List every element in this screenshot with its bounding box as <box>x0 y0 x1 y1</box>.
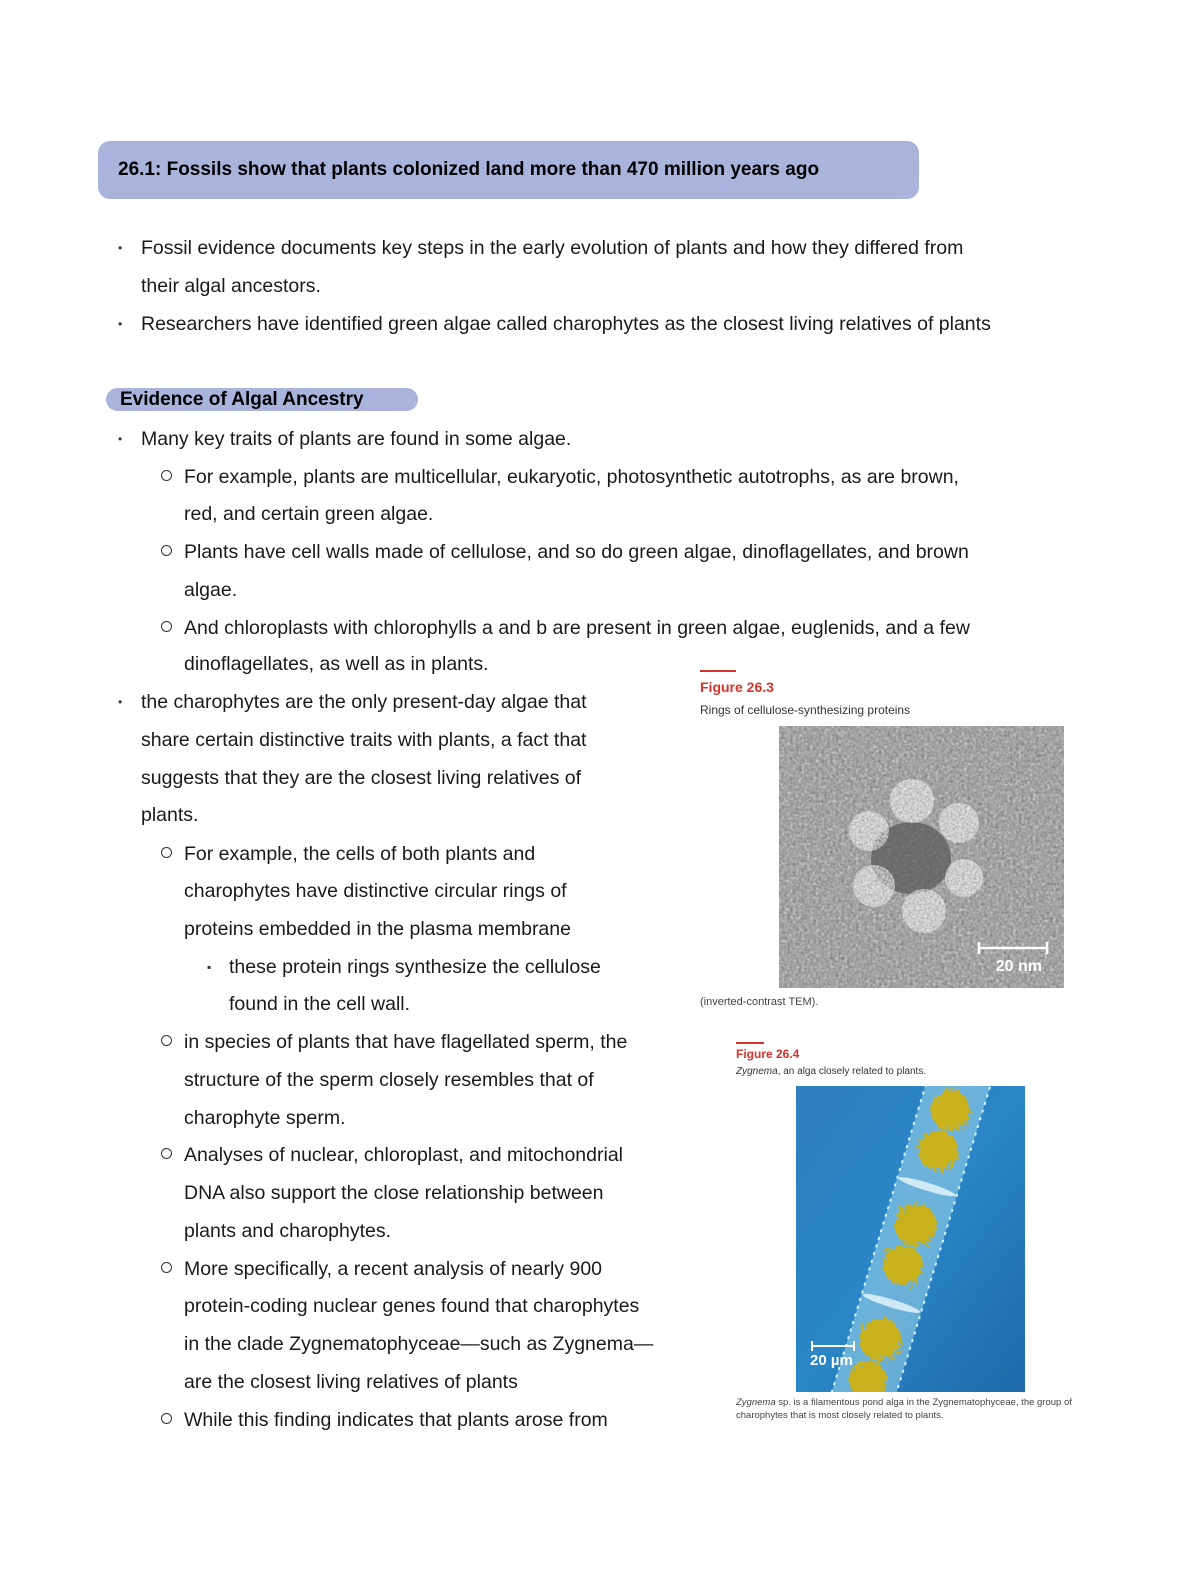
circle-bullet-icon <box>161 545 172 556</box>
list-item: More specifically, a recent analysis of nearly 900 <box>184 1258 603 1280</box>
list-item: these protein rings synthesize the cellulose <box>229 956 601 978</box>
circle-bullet-icon <box>161 1035 172 1046</box>
list-item: algae. <box>184 579 238 601</box>
list-item: DNA also support the close relationship between <box>184 1182 604 1204</box>
circle-bullet-icon <box>161 621 172 632</box>
caption-rest: , an alga closely related to plants. <box>777 1066 927 1077</box>
circle-bullet-icon <box>161 1262 172 1273</box>
sub-header-title: Evidence of Algal Ancestry <box>120 389 364 410</box>
list-item: in species of plants that have flagellated sperm, the <box>184 1031 628 1053</box>
list-item: share certain distinctive traits with plants, a fact that <box>141 729 587 751</box>
list-item: structure of the sperm closely resembles that of <box>184 1069 594 1091</box>
list-item: red, and certain green algae. <box>184 503 434 525</box>
tem-texture <box>779 726 1064 988</box>
figure-26-3-caption: Rings of cellulose-synthesizing proteins <box>700 703 911 717</box>
list-item: For example, plants are multicellular, eukaryotic, photosynthetic autotrophs, as are brown, <box>184 466 959 488</box>
section-header <box>98 141 919 199</box>
list-item: plants and charophytes. <box>184 1220 392 1242</box>
circle-bullet-icon <box>161 847 172 858</box>
intro-line: their algal ancestors. <box>141 275 321 297</box>
zygnema-micrograph <box>796 1086 1025 1392</box>
list-item: dinoflagellates, as well as in plants. <box>184 653 489 675</box>
list-item: Plants have cell walls made of cellulose, and so do green algae, dinoflagellates, and brown <box>184 541 969 563</box>
figure-26-4-note-line2: charophytes that is most closely related to plants. <box>736 1410 944 1421</box>
list-item: plants. <box>141 804 199 826</box>
bullet-icon: • <box>118 695 123 709</box>
intro-line: Researchers have identified green algae called charophytes as the closest living relatives of plants <box>141 313 991 335</box>
section-title: 26.1: Fossils show that plants colonized land more than 470 million years ago <box>118 159 820 180</box>
circle-bullet-icon <box>161 470 172 481</box>
list-item: protein-coding nuclear genes found that charophytes <box>184 1295 640 1317</box>
figure-rule <box>736 1042 764 1044</box>
intro-line: Fossil evidence documents key steps in the early evolution of plants and how they differed from <box>141 237 964 259</box>
list-item: Analyses of nuclear, chloroplast, and mitochondrial <box>184 1144 623 1166</box>
square-bullet-icon: ▪ <box>207 960 212 974</box>
tem-micrograph <box>779 726 1064 988</box>
list-item: proteins embedded in the plasma membrane <box>184 918 571 940</box>
scale-bar-label: 20 nm <box>995 958 1042 975</box>
figure-26-4-caption <box>736 1066 926 1077</box>
figure-26-4-label: Figure 26.4 <box>736 1047 800 1061</box>
sub-header <box>106 388 418 411</box>
list-item: charophytes have distinctive circular rings of <box>184 880 567 902</box>
list-item: the charophytes are the only present-day algae that <box>141 691 587 713</box>
figure-26-3-label: Figure 26.3 <box>700 679 774 695</box>
list-item: in the clade Zygnematophyceae—such as Zygnema— <box>184 1333 654 1355</box>
figure-26-3-note: (inverted-contrast TEM). <box>700 996 819 1008</box>
list-item: are the closest living relatives of plants <box>184 1371 518 1393</box>
list-item: And chloroplasts with chlorophylls a and b are present in green algae, euglenids, and a few <box>184 617 970 639</box>
list-item: Many key traits of plants are found in some algae. <box>141 428 572 450</box>
bullet-icon: • <box>118 317 123 331</box>
caption-genus: Zygnema <box>736 1066 778 1077</box>
circle-bullet-icon <box>161 1413 172 1424</box>
note-line1: sp. is a filamentous pond alga in the Zygnematophyceae, the group of <box>775 1397 1072 1408</box>
list-item: suggests that they are the closest living relatives of <box>141 767 582 789</box>
scale-bar-label: 20 µm <box>810 1352 853 1369</box>
list-item: While this finding indicates that plants arose from <box>184 1409 608 1431</box>
zygnema-image <box>796 1086 1025 1392</box>
list-item: found in the cell wall. <box>229 993 411 1015</box>
bullet-icon: • <box>118 241 123 255</box>
figure-26-4-note <box>736 1397 1072 1408</box>
bullet-icon: • <box>118 432 123 446</box>
figure-rule <box>700 670 736 672</box>
list-item: charophyte sperm. <box>184 1107 346 1129</box>
circle-bullet-icon <box>161 1148 172 1159</box>
list-item: For example, the cells of both plants and <box>184 843 536 865</box>
note-genus: Zygnema <box>736 1397 776 1408</box>
